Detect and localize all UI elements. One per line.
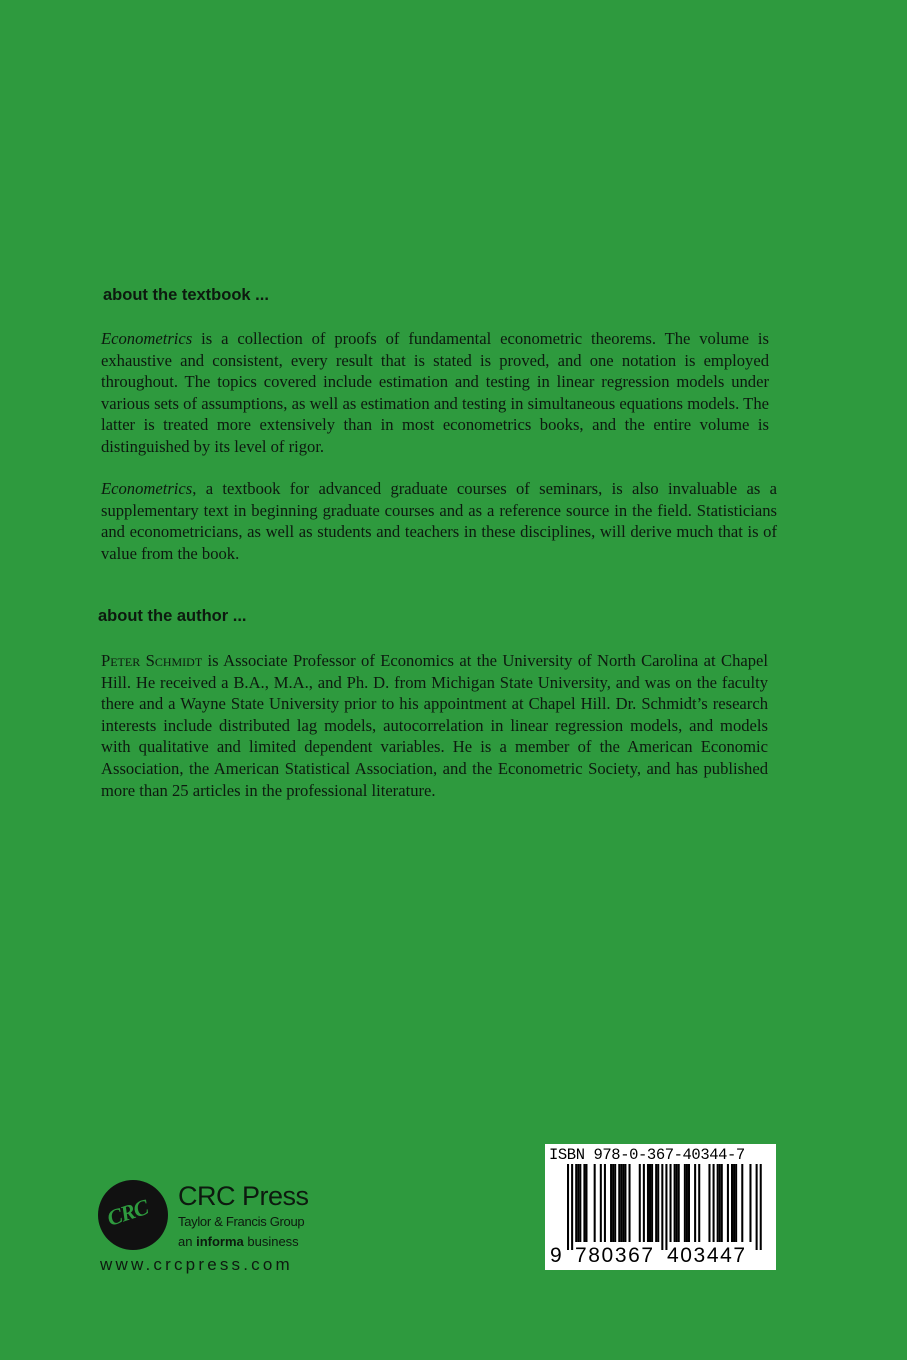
isbn-barcode (545, 1144, 776, 1270)
ean-left-group: 780367 (575, 1244, 655, 1267)
informa-brand: informa (196, 1234, 244, 1249)
barcode-bar (571, 1164, 573, 1250)
barcode-bar (708, 1164, 710, 1242)
isbn-text: ISBN 978-0-367-40344-7 (549, 1146, 745, 1164)
textbook-heading: about the textbook ... (103, 286, 269, 304)
barcode-bar (674, 1164, 676, 1242)
barcode-bar (686, 1164, 688, 1242)
barcode-bar (610, 1164, 612, 1242)
barcode-bar (661, 1164, 663, 1250)
barcode-bar (741, 1164, 743, 1242)
barcode-bar (713, 1164, 715, 1242)
barcode-bar (733, 1164, 735, 1242)
publisher-group: Taylor & Francis Group (178, 1214, 305, 1229)
crc-logo-icon (98, 1180, 168, 1250)
barcode-bar (624, 1164, 626, 1242)
author-paragraph (101, 650, 768, 801)
barcode-bar (600, 1164, 602, 1242)
barcode-bar (639, 1164, 641, 1242)
book-title: Econometrics (101, 479, 193, 498)
publisher-name: CRC Press (178, 1181, 309, 1211)
barcode-bar (684, 1164, 686, 1242)
ean-right-group: 403447 (667, 1244, 747, 1267)
textbook-paragraph-1 (101, 328, 769, 458)
textbook-paragraph-2-body: , a textbook for advanced graduate courses of seminars, is also invaluable as a supplementary text in beginning graduate courses and as a reference source in the field. Statisticians and econometricians, as well as students and teachers in these disciplines, will derive much that is of value from the book. (101, 479, 777, 563)
barcode-bar (731, 1164, 733, 1242)
barcode-bar (657, 1164, 659, 1242)
barcode-bar (721, 1164, 723, 1242)
barcode-bar (620, 1164, 622, 1242)
barcode-bar (688, 1164, 690, 1242)
barcode-bar (676, 1164, 678, 1242)
barcode-bar (614, 1164, 616, 1242)
barcode-bar (719, 1164, 721, 1242)
barcode-bar (651, 1164, 653, 1242)
barcode-bar (577, 1164, 579, 1242)
barcode-bar (735, 1164, 737, 1242)
barcode-bar (647, 1164, 649, 1242)
barcode-bar (604, 1164, 606, 1242)
barcode-bar (629, 1164, 631, 1242)
barcode-bar (717, 1164, 719, 1242)
barcode-bar (612, 1164, 614, 1242)
barcode-bar (618, 1164, 620, 1242)
barcode-bar (583, 1164, 585, 1242)
barcode-bar (649, 1164, 651, 1242)
barcode-bar (665, 1164, 667, 1250)
ean-first-digit: 9 (550, 1244, 562, 1267)
barcode-bar (643, 1164, 645, 1242)
barcode-bar (655, 1164, 657, 1242)
barcode-bar (727, 1164, 729, 1242)
author-heading: about the author ... (98, 607, 247, 625)
barcode-bar (698, 1164, 700, 1242)
barcode-bar (670, 1164, 672, 1242)
publisher-website: www.crcpress.com (100, 1255, 293, 1274)
barcode-bar (579, 1164, 581, 1242)
textbook-paragraph-1-body: is a collection of proofs of fundamental econometric theorems. The volume is exhaustive and consistent, every result that is stated is proved, and one notation is employed throughout. The topics covered include estimation and testing in linear regression models under various sets of assumptions, as well as estimation and testing in simultaneous equations models. The latter is treated more extensively than in most econometrics books, and the entire volume is distinguished by its level of rigor. (101, 329, 769, 456)
barcode-bar (585, 1164, 587, 1242)
barcode-bar (756, 1164, 758, 1250)
barcode-bar (567, 1164, 569, 1250)
barcode-bar (749, 1164, 751, 1242)
publisher-business: an informa business (178, 1234, 299, 1249)
barcode-bar (622, 1164, 624, 1242)
barcode-bar (594, 1164, 596, 1242)
textbook-paragraph-2 (101, 478, 777, 564)
book-title: Econometrics (101, 329, 193, 348)
barcode-bar (694, 1164, 696, 1242)
barcode-bar (760, 1164, 762, 1250)
barcode-bar (678, 1164, 680, 1242)
author-paragraph-body: is Associate Professor of Economics at the University of North Carolina at Chapel Hill. He received a B.A., M.A., and Ph. D. from Michigan State University, and was on the faculty there and a Wayne State University prior to his appointment at Chapel Hill. Dr. Schmidt’s research interests include distributed lag models, autocorrelation in linear regression models, and models with qualitative and limited dependent variables. He is a member of the American Economic Association, the American Statistical Association, and the Econometric Society, and has published more than 25 articles in the professional literature. (101, 651, 768, 800)
logo-letters: CRC (103, 1194, 151, 1231)
barcode-bar (575, 1164, 577, 1242)
author-name: Peter Schmidt (101, 651, 203, 670)
